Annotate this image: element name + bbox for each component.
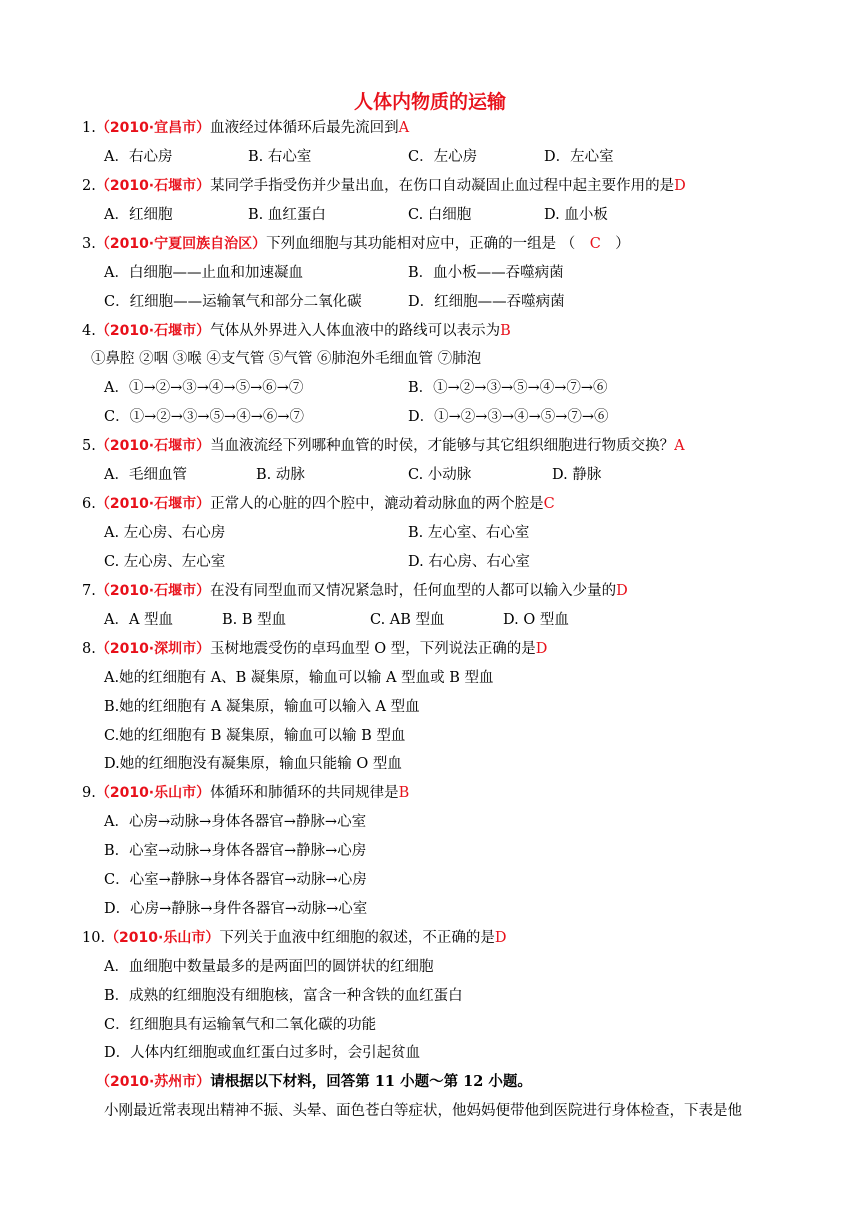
question-source: （2010·石堰市） bbox=[95, 438, 211, 454]
answer: D bbox=[535, 641, 548, 657]
option: C. 白细胞 bbox=[408, 207, 472, 223]
question-source: （2010·石堰市） bbox=[95, 178, 211, 194]
option: A．红细胞 bbox=[104, 207, 173, 223]
option: B．成熟的红细胞没有细胞核，富含一种含铁的血红蛋白 bbox=[104, 988, 463, 1004]
option: A．右心房 bbox=[104, 149, 173, 165]
question-source: （2010·石堰市） bbox=[95, 496, 211, 512]
option: D．红细胞——吞噬病菌 bbox=[408, 294, 565, 310]
question-3: 3.（2010·宁夏回族自治区）下列血细胞与其功能相对应中，正确的一组是 （ C ） bbox=[82, 236, 630, 252]
page-title: 人体内物质的运输 bbox=[353, 91, 506, 113]
option: C. 左心房、左心室 bbox=[104, 554, 226, 570]
option: B. B 型血 bbox=[222, 612, 287, 628]
answer: C bbox=[543, 496, 555, 512]
option: C．左心房 bbox=[408, 149, 478, 165]
option: C.她的红细胞有 B 凝集原，输血可以输 B 型血 bbox=[104, 728, 406, 744]
option: A．毛细血管 bbox=[104, 467, 187, 483]
option: D.她的红细胞没有凝集原，输血只能输 O 型血 bbox=[104, 756, 402, 772]
option: B. 血红蛋白 bbox=[248, 207, 326, 223]
option: B. 右心室 bbox=[248, 149, 312, 165]
option: A．A 型血 bbox=[104, 612, 174, 628]
question-10: 10.（2010·乐山市）下列关于血液中红细胞的叙述，不正确的是D bbox=[82, 930, 507, 946]
question-source: （2010·乐山市） bbox=[95, 785, 211, 801]
option: A. 左心房、右心房 bbox=[104, 525, 226, 541]
option: A．心房→动脉→身体各器官→静脉→心室 bbox=[104, 814, 367, 830]
material-heading: （2010·苏州市）请根据以下材料，回答第 11 小题～第 12 小题。 bbox=[96, 1073, 532, 1090]
question-6: 6.（2010·石堰市）正常人的心脏的四个腔中，漉动着动脉血的两个腔是C bbox=[82, 496, 555, 512]
answer: A bbox=[398, 120, 410, 136]
answer: D bbox=[494, 930, 507, 946]
question-2: 2.（2010·石堰市）某同学手指受伤并少量出血，在伤口自动凝固止血过程中起主要作用的是D bbox=[82, 178, 686, 194]
item-list: ①鼻腔 ②咽 ③喉 ④支气管 ⑤气管 ⑥肺泡外毛细血管 ⑦肺泡 bbox=[91, 351, 482, 367]
option: C．红细胞——运输氧气和部分二氧化碳 bbox=[104, 294, 362, 310]
option: B．血小板——吞噬病菌 bbox=[408, 265, 564, 281]
option: D. O 型血 bbox=[503, 612, 569, 628]
question-7: 7.（2010·石堰市）在没有同型血而又情况紧急时，任何血型的人都可以输入少量的D bbox=[82, 583, 628, 599]
option: B．心室→动脉→身体各器官→静脉→心房 bbox=[104, 843, 367, 859]
question-source: （2010·宜昌市） bbox=[95, 120, 211, 136]
option: D．人体内红细胞或血红蛋白过多时，会引起贫血 bbox=[104, 1045, 421, 1061]
option: D. 血小板 bbox=[544, 207, 608, 223]
answer: A bbox=[674, 438, 685, 454]
question-source: （2010·石堰市） bbox=[95, 323, 211, 339]
option: D．心房→静脉→身件各器官→动脉→心室 bbox=[104, 901, 368, 917]
question-source: （2010·苏州市） bbox=[96, 1074, 211, 1090]
option: A．血细胞中数量最多的是两面凹的圆饼状的红细胞 bbox=[104, 959, 434, 975]
option: B.她的红细胞有 A 凝集原，输血可以输入 A 型血 bbox=[104, 699, 420, 715]
question-source: （2010·宁夏回族自治区） bbox=[95, 236, 267, 252]
answer: B bbox=[500, 323, 511, 339]
question-1: 1.（2010·宜昌市）血液经过体循环后最先流回到A bbox=[82, 120, 410, 136]
option: A．白细胞——止血和加速凝血 bbox=[104, 265, 303, 281]
answer: D bbox=[674, 178, 686, 194]
answer: D bbox=[616, 583, 628, 599]
option: C. AB 型血 bbox=[370, 612, 445, 628]
question-source: （2010·乐山市） bbox=[105, 930, 220, 946]
question-4: 4.（2010·石堰市）气体从外界进入人体血液中的路线可以表示为B bbox=[82, 323, 511, 339]
question-9: 9.（2010·乐山市）体循环和肺循环的共同规律是B bbox=[82, 785, 410, 801]
option: C．①→②→③→⑤→④→⑥→⑦ bbox=[104, 409, 304, 425]
option: D．左心室 bbox=[544, 149, 614, 165]
question-5: 5.（2010·石堰市）当血液流经下列哪种血管的时侯，才能够与其它组织细胞进行物质交换？A bbox=[82, 438, 685, 454]
answer: C bbox=[589, 236, 601, 252]
material-paragraph: 小刚最近常表现出精神不振、头晕、面色苍白等症状，他妈妈便带他到医院进行身体检查，下表是他 bbox=[104, 1103, 742, 1119]
question-8: 8.（2010·深圳市）玉树地震受伤的卓玛血型 O 型，下列说法正确的是D bbox=[82, 641, 548, 657]
option: D. 静脉 bbox=[552, 467, 602, 483]
option: A.她的红细胞有 A、B 凝集原，输血可以输 A 型血或 B 型血 bbox=[104, 670, 494, 686]
question-source: （2010·石堰市） bbox=[95, 583, 211, 599]
option: B．①→②→③→⑤→④→⑦→⑥ bbox=[408, 380, 608, 396]
option: B. 左心室、右心室 bbox=[408, 525, 530, 541]
option: C．心室→静脉→身体各器官→动脉→心房 bbox=[104, 872, 367, 888]
option: B. 动脉 bbox=[256, 467, 305, 483]
option: C．红细胞具有运输氧气和二氧化碳的功能 bbox=[104, 1017, 377, 1033]
question-source: （2010·深圳市） bbox=[95, 641, 211, 657]
option: C. 小动脉 bbox=[408, 467, 472, 483]
option: A．①→②→③→④→⑤→⑥→⑦ bbox=[104, 380, 304, 396]
answer: B bbox=[398, 785, 410, 801]
option: D．①→②→③→④→⑤→⑦→⑥ bbox=[408, 409, 609, 425]
option: D. 右心房、右心室 bbox=[408, 554, 530, 570]
